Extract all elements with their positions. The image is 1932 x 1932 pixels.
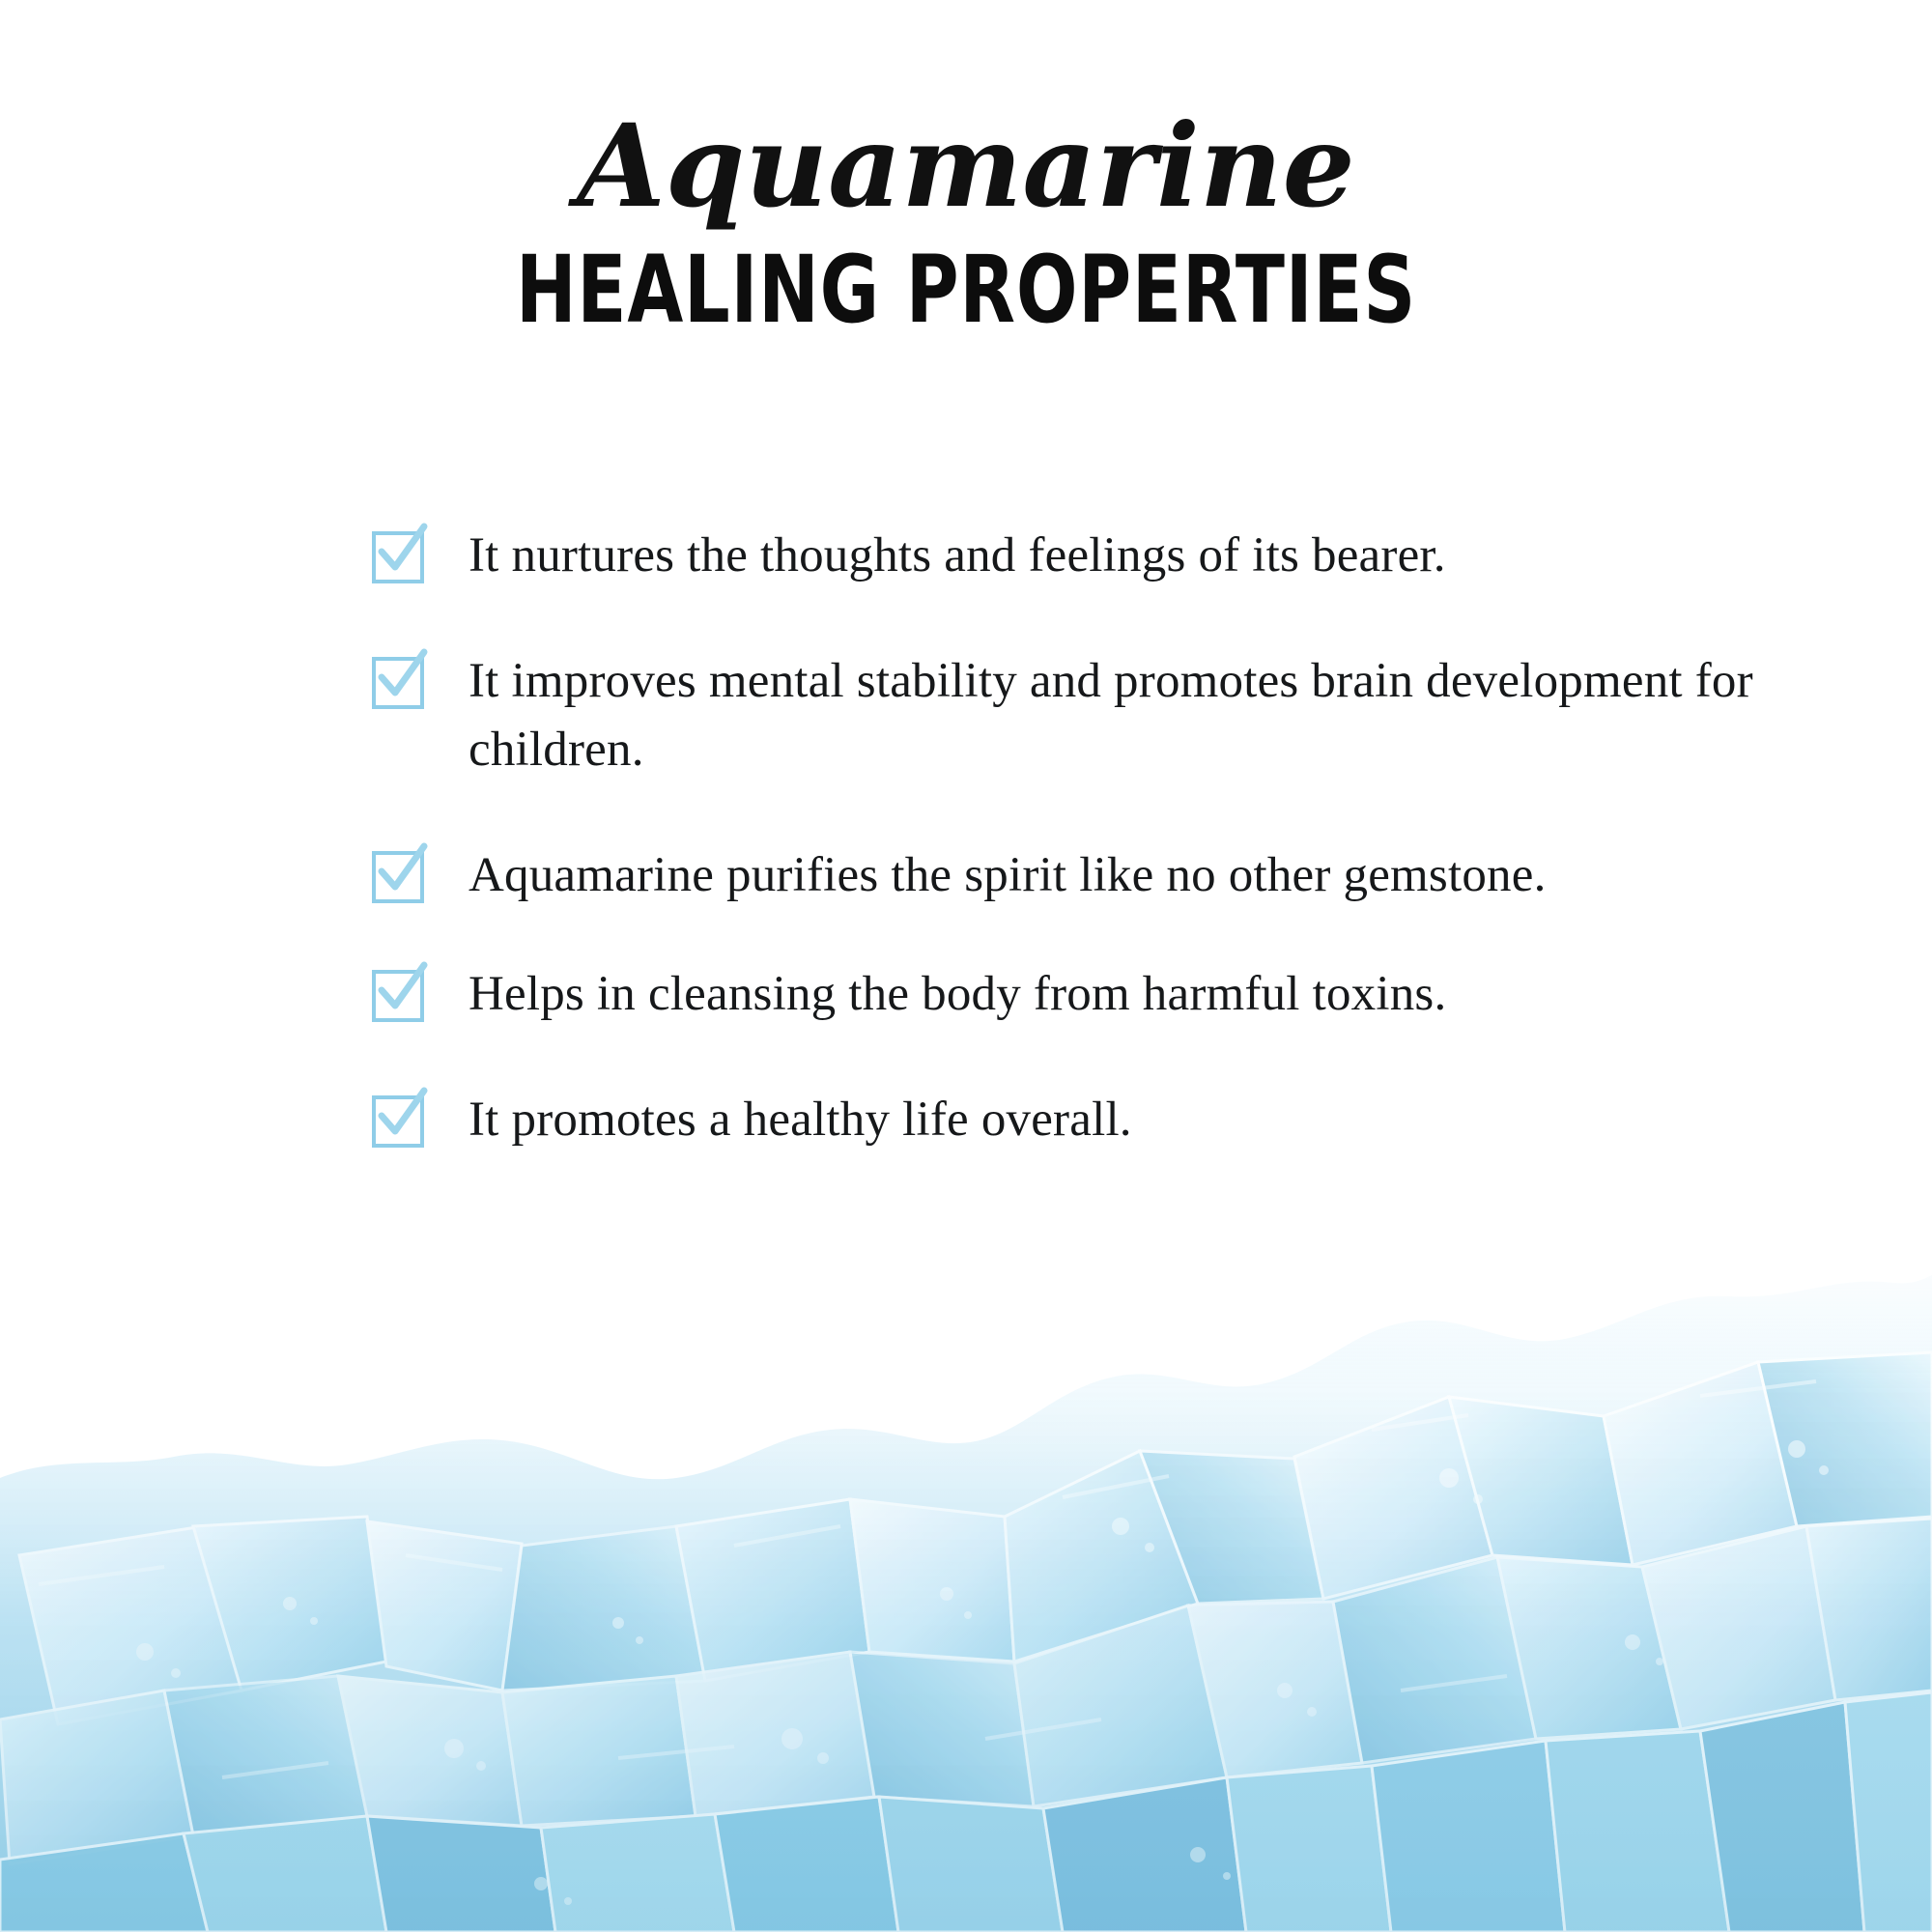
checkbox-checked-icon	[372, 531, 424, 583]
page-header	[0, 0, 1932, 344]
ice-cubes-photo	[0, 1236, 1932, 1932]
list-item	[372, 647, 1802, 783]
checkbox-checked-icon	[372, 970, 424, 1022]
list-item	[372, 960, 1802, 1028]
list-item	[372, 1086, 1802, 1153]
checkbox-checked-icon	[372, 851, 424, 903]
list-item-label: It nurtures the thoughts and feelings of its bearer.	[469, 528, 1446, 582]
healing-properties-list	[372, 522, 1802, 1211]
list-item	[372, 522, 1802, 589]
checkbox-checked-icon	[372, 657, 424, 709]
list-item-label: It improves mental stability and promotes brain development for children.	[469, 654, 1753, 777]
list-item-label: Helps in cleansing the body from harmful toxins.	[469, 966, 1447, 1021]
checkbox-checked-icon	[372, 1095, 424, 1148]
page-title-block: HEALING PROPERTIES	[515, 235, 1417, 344]
list-item-label: Aquamarine purifies the spirit like no other gemstone.	[469, 848, 1547, 903]
list-item	[372, 841, 1802, 909]
page-title-script: Aquamarine	[577, 99, 1355, 233]
list-item-label: It promotes a healthy life overall.	[469, 1092, 1132, 1147]
